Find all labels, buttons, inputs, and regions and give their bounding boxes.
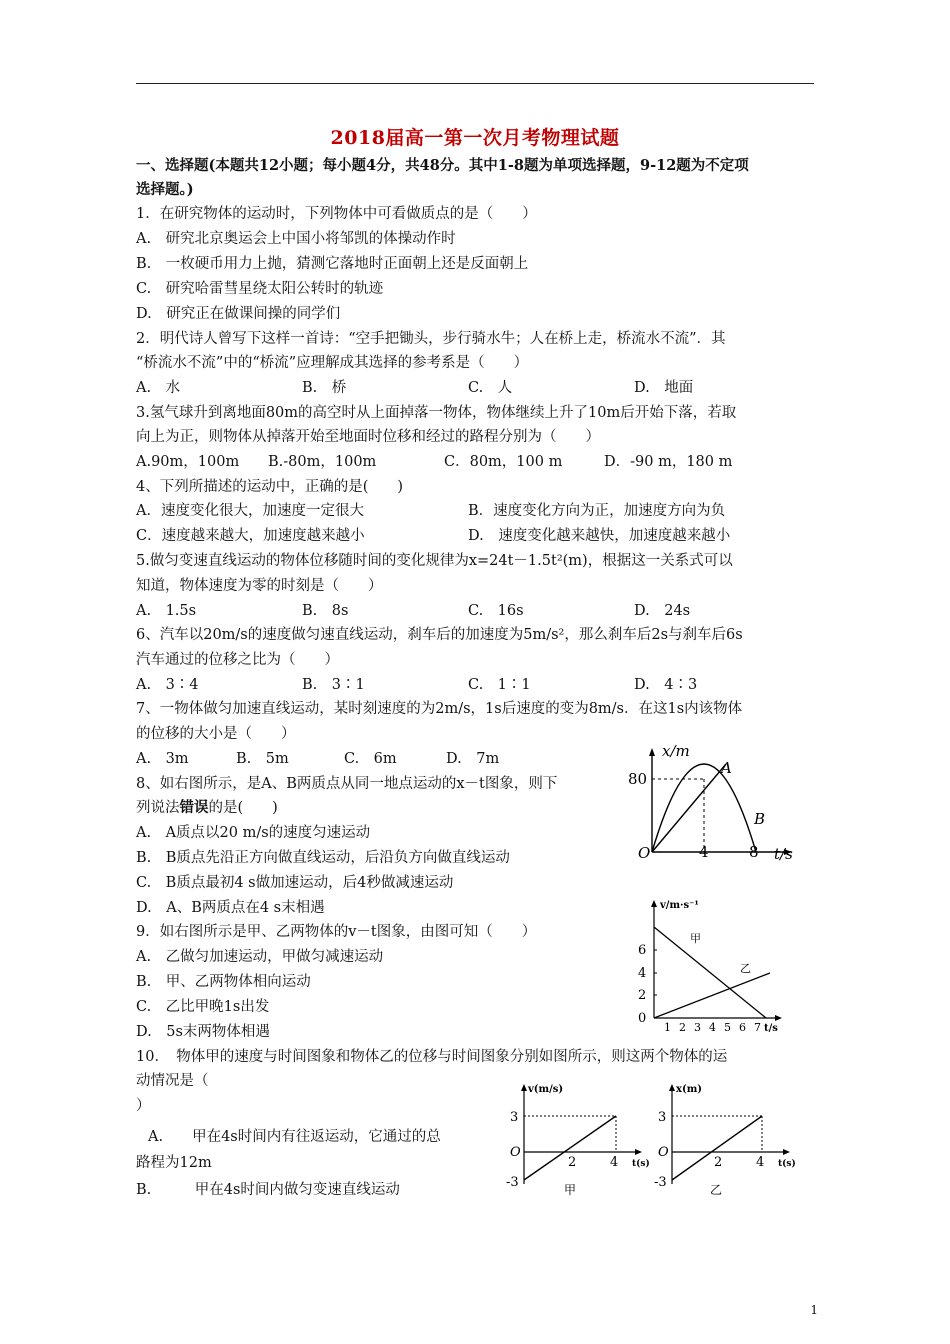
line-yi xyxy=(654,973,770,1018)
fig10b-ylabel: x(m) xyxy=(676,1084,703,1095)
q9-option-d: D. 5s末两物体相遇 xyxy=(136,1024,270,1040)
section-heading-cont: 选择题。) xyxy=(136,181,194,198)
figure-q8-xt-graph xyxy=(618,742,808,864)
fig10b-x4: 4 xyxy=(756,1155,765,1170)
q8-option-c: C. B质点最初4 s做加速运动，后4秒做减速运动 xyxy=(136,875,454,891)
q5-option-d: D. 24s xyxy=(634,603,691,619)
q8-stem: 8、如右图所示，是A、B两质点从同一地点运动的x－t图象，则下 xyxy=(136,776,558,792)
fig8-label-a: A xyxy=(721,759,732,777)
header-rule xyxy=(136,83,814,84)
q2-stem: 2．明代诗人曾写下这样一首诗：“空手把锄头，步行骑水牛；人在桥上走，桥流水不流”．其 xyxy=(136,331,726,347)
fig9-ytick-label: 4 xyxy=(638,966,647,981)
fig9-ytick-label: 2 xyxy=(638,988,647,1003)
q10-stem: 10． 物体甲的速度与时间图象和物体乙的位移与时间图象分别如图所示，则这两个物体的运 xyxy=(136,1049,728,1065)
fig9-ytick-label: 6 xyxy=(638,943,647,958)
figure-q10-jia-graph xyxy=(500,1080,650,1200)
fig10a-ylabel: v(m/s) xyxy=(528,1084,564,1095)
line-x xyxy=(672,1116,765,1180)
fig8-ylabel: x/m xyxy=(662,742,690,760)
q5-stem-cont: 知道，物体速度为零的时刻是（ ） xyxy=(136,578,383,594)
q4-stem: 4、下列所描述的运动中，正确的是( ) xyxy=(136,479,404,495)
x-axis-arrow xyxy=(775,1015,782,1021)
q9-option-a: A. 乙做匀加速运动，甲做匀减速运动 xyxy=(136,949,384,965)
q9-option-c: C. 乙比甲晚1s出发 xyxy=(136,999,270,1015)
line-v xyxy=(524,1116,619,1180)
q5-option-a: A. 1.5s xyxy=(136,603,197,619)
y-axis-arrow xyxy=(521,1084,527,1091)
q1-stem: 1．在研究物体的运动时，下列物体中可看做质点的是（ ） xyxy=(136,206,537,222)
q10-option-a-cont: 路程为12m xyxy=(136,1155,212,1171)
fig8-label-b: B xyxy=(754,810,766,828)
q8-stem-part1: 列说法 xyxy=(136,800,180,816)
x-axis-arrow xyxy=(635,1149,642,1155)
q6-option-b: B. 3∶1 xyxy=(302,677,365,693)
fig10a-y3: 3 xyxy=(510,1110,519,1125)
q3-option-a: A.90m，100m xyxy=(136,454,240,470)
fig9-xtick-label: 3 xyxy=(694,1021,701,1034)
q3-option-c: C．80m，100 m xyxy=(444,454,563,470)
x-axis-arrow xyxy=(783,1149,790,1155)
q9-option-b: B. 甲、乙两物体相向运动 xyxy=(136,974,311,990)
page-title: 2018届高一第一次月考物理试题 xyxy=(330,127,620,149)
q2-option-c: C. 人 xyxy=(468,380,513,396)
q4-option-d: D. 速度变化越来越快，加速度越来越小 xyxy=(468,528,731,544)
fig10b-xlabel: t(s) xyxy=(778,1159,796,1169)
q7-option-c: C. 6m xyxy=(344,751,397,767)
q2-option-a: A. 水 xyxy=(136,380,181,396)
fig9-xtick-label: 7 xyxy=(754,1021,761,1034)
fig10a-x2: 2 xyxy=(568,1155,577,1170)
q3-option-d: D．-90 m，180 m xyxy=(604,454,733,470)
q10-option-a: A. 甲在4s时间内有往返运动，它通过的总 xyxy=(148,1129,441,1145)
q5-option-c: C. 16s xyxy=(468,603,524,619)
fig9-xtick-label: 6 xyxy=(739,1021,746,1034)
figure-q9-vt-graph xyxy=(630,894,788,1034)
fig9-xlabel: t/s xyxy=(764,1023,778,1034)
q4-option-b: B．速度变化方向为正，加速度方向为负 xyxy=(468,503,726,519)
q7-option-d: D. 7m xyxy=(446,751,500,767)
q1-option-d: D. 研究正在做课间操的同学们 xyxy=(136,306,341,322)
q7-stem: 7、一物体做匀加速直线运动，某时刻速度的为2m/s，1s后速度的变为8m/s．在这1s内该物体 xyxy=(136,701,743,717)
q6-option-c: C. 1∶1 xyxy=(468,677,531,693)
q7-stem-cont: 的位移的大小是（ ） xyxy=(136,726,296,742)
q6-stem-cont: 汽车通过的位移之比为（ ） xyxy=(136,652,339,668)
q4-option-c: C．速度越来越大，加速度越来越小 xyxy=(136,528,365,544)
fig10a-caption: 甲 xyxy=(564,1183,577,1197)
q8-stem-cont xyxy=(136,798,278,818)
page-number: 1 xyxy=(810,1303,818,1317)
q8-stem-part3: 的是( ) xyxy=(208,800,278,816)
fig8-origin: O xyxy=(638,844,651,862)
fig10b-x2: 2 xyxy=(714,1155,723,1170)
q4-option-a: A．速度变化很大，加速度一定很大 xyxy=(136,503,364,519)
q7-option-b: B. 5m xyxy=(236,751,289,767)
q10-option-b: B. 甲在4s时间内做匀变速直线运动 xyxy=(136,1182,400,1198)
q7-option-a: A. 3m xyxy=(136,751,189,767)
q2-option-d: D. 地面 xyxy=(634,380,694,396)
y-axis-arrow xyxy=(651,900,657,907)
fig10b-y3: 3 xyxy=(658,1110,667,1125)
fig10b-yneg3: -3 xyxy=(654,1175,667,1190)
section-heading: 一、选择题(本题共12小题；每小题4分，共48分。其中1-8题为单项选择题，9-12题为不定项 xyxy=(136,157,749,174)
fig9-xtick-label: 5 xyxy=(724,1021,731,1034)
fig8-xlabel: t/s xyxy=(774,845,793,863)
q6-option-a: A. 3∶4 xyxy=(136,677,199,693)
q8-option-d: D. A、B两质点在4 s末相遇 xyxy=(136,900,325,916)
line-a xyxy=(652,764,726,852)
y-axis-arrow xyxy=(669,1084,675,1091)
q2-option-b: B. 桥 xyxy=(302,380,347,396)
fig10b-origin: O xyxy=(658,1145,669,1160)
q8-option-a: A. A质点以20 m/s的速度匀速运动 xyxy=(136,825,371,841)
fig10b-caption: 乙 xyxy=(710,1183,723,1197)
fig8-t8: 8 xyxy=(749,843,759,861)
q3-stem-cont: 向上为正，则物体从掉落开始至地面时位移和经过的路程分别为（ ） xyxy=(136,429,600,445)
fig9-xtick-label: 1 xyxy=(664,1021,671,1034)
q1-option-b: B. 一枚硬币用力上抛，猜测它落地时正面朝上还是反面朝上 xyxy=(136,256,529,272)
fig9-ytick-label: 0 xyxy=(638,1011,647,1026)
fig9-ylabel: v/m·s⁻¹ xyxy=(660,900,699,911)
fig10a-xlabel: t(s) xyxy=(632,1159,650,1169)
q1-option-a: A. 研究北京奥运会上中国小将邹凯的体操动作时 xyxy=(136,231,456,247)
q10-stem-cont: 动情况是（ xyxy=(136,1073,209,1089)
fig9-label-yi: 乙 xyxy=(740,962,751,975)
q6-stem: 6、汽车以20m/s的速度做匀速直线运动，刹车后的加速度为5m/s²，那么刹车后2s与刹车后6s xyxy=(136,627,743,643)
q3-option-b: B.-80m，100m xyxy=(268,454,377,470)
fig8-t4: 4 xyxy=(699,843,709,861)
q9-stem: 9．如右图所示是甲、乙两物体的v－t图象，由图可知（ ） xyxy=(136,924,537,940)
fig9-label-jia: 甲 xyxy=(690,932,701,945)
fig10a-x4: 4 xyxy=(610,1155,619,1170)
q5-stem: 5.做匀变速直线运动的物体位移随时间的变化规律为x=24t－1.5t²(m)，根据这一关系式可以 xyxy=(136,553,733,569)
q3-stem: 3.氢气球升到离地面80m的高空时从上面掉落一物体，物体继续上升了10m后开始下落，若取 xyxy=(136,405,737,421)
fig10a-origin: O xyxy=(510,1145,521,1160)
q8-option-b: B. B质点先沿正方向做直线运动，后沿负方向做直线运动 xyxy=(136,850,510,866)
fig9-xtick-label: 2 xyxy=(679,1021,686,1034)
q1-option-c: C. 研究哈雷彗星绕太阳公转时的轨迹 xyxy=(136,281,384,297)
y-axis-arrow xyxy=(649,748,655,756)
q6-option-d: D. 4∶3 xyxy=(634,677,698,693)
fig9-xtick-label: 4 xyxy=(709,1021,716,1034)
curve-b xyxy=(652,764,756,852)
q5-option-b: B. 8s xyxy=(302,603,349,619)
figure-q10-yi-graph xyxy=(654,1080,804,1200)
q8-stem-emphasis: 错误 xyxy=(179,799,209,816)
fig10a-yneg3: -3 xyxy=(506,1175,519,1190)
q10-stem-close: ） xyxy=(136,1098,151,1114)
fig8-y80: 80 xyxy=(628,770,648,788)
q2-stem-cont: “桥流水不流”中的“桥流”应理解成其选择的参考系是（ ） xyxy=(136,355,529,371)
